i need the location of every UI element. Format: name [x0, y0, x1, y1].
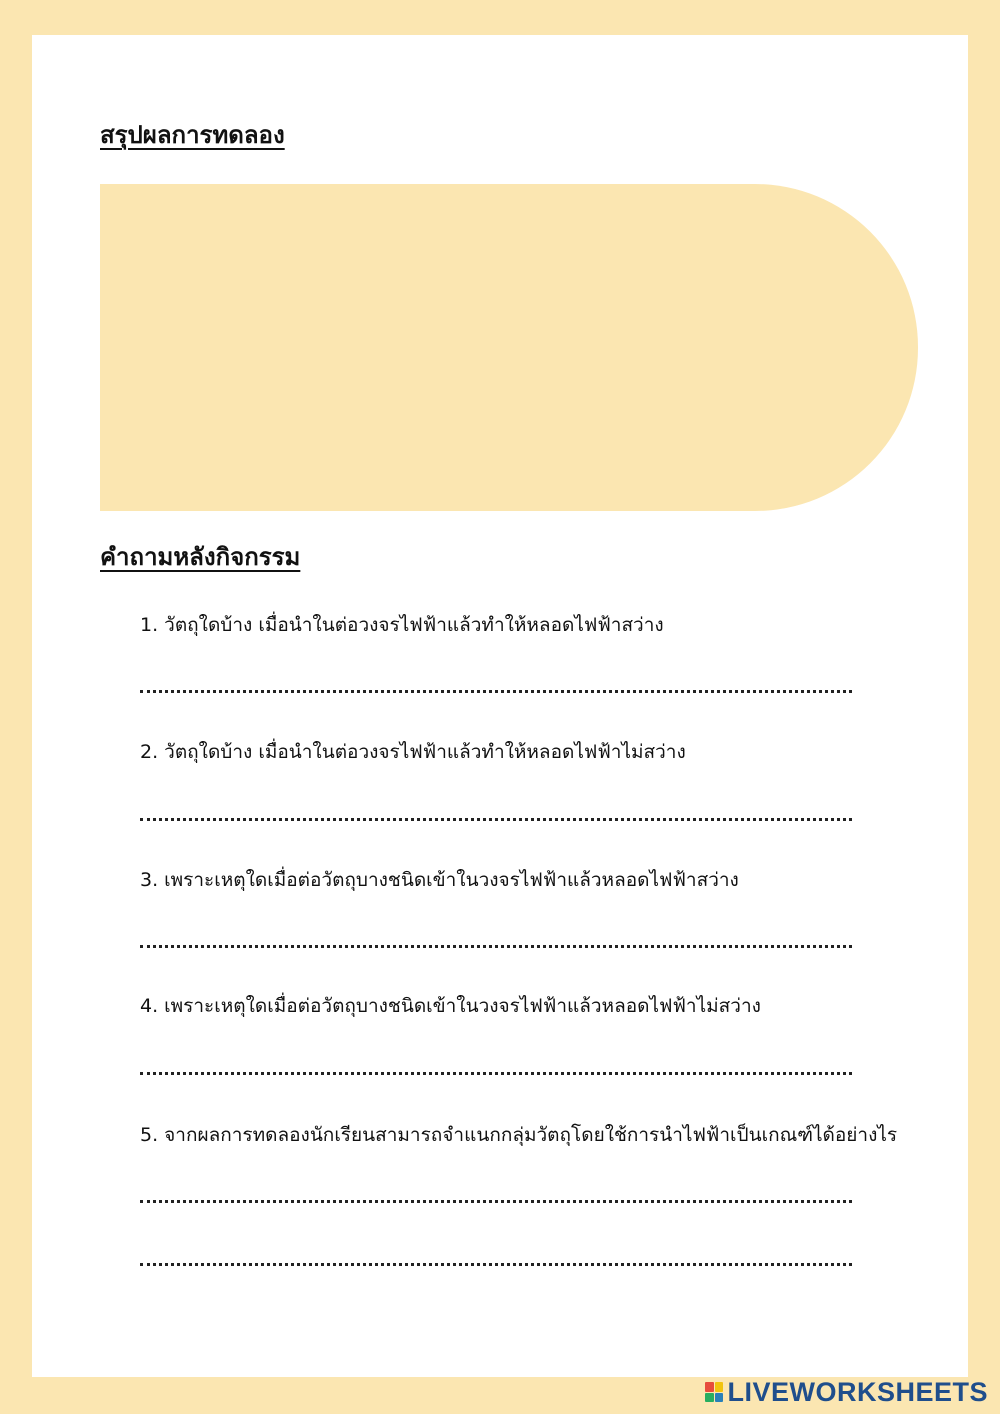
summary-heading: สรุปผลการทดลอง — [100, 121, 285, 149]
questions-heading: คำถามหลังกิจกรรม — [100, 543, 301, 571]
answer-field-3[interactable] — [140, 945, 852, 948]
answer-field-5b[interactable] — [140, 1263, 852, 1266]
answer-field-4[interactable] — [140, 1072, 852, 1075]
liveworksheets-watermark — [705, 1378, 988, 1406]
worksheet-page — [32, 35, 968, 1377]
question-2: 2. วัตถุใดบ้าง เมื่อนำในต่อวงจรไฟฟ้าแล้วทำให้หลอดไฟฟ้าไม่สว่าง — [140, 741, 686, 763]
answer-field-2[interactable] — [140, 818, 852, 821]
question-3: 3. เพราะเหตุใดเมื่อต่อวัตถุบางชนิดเข้าในวงจรไฟฟ้าแล้วหลอดไฟฟ้าสว่าง — [140, 869, 739, 891]
answer-field-5a[interactable] — [140, 1200, 852, 1203]
watermark-text: LIVEWORKSHEETS — [727, 1376, 988, 1407]
answer-field-1[interactable] — [140, 690, 852, 693]
question-1: 1. วัตถุใดบ้าง เมื่อนำในต่อวงจรไฟฟ้าแล้วทำให้หลอดไฟฟ้าสว่าง — [140, 614, 664, 636]
summary-answer-box[interactable] — [100, 184, 918, 511]
question-5: 5. จากผลการทดลองนักเรียนสามารถจำแนกกลุ่มวัตถุโดยใช้การนำไฟฟ้าเป็นเกณฑ์ได้อย่างไร — [140, 1124, 898, 1146]
question-4: 4. เพราะเหตุใดเมื่อต่อวัตถุบางชนิดเข้าในวงจรไฟฟ้าแล้วหลอดไฟฟ้าไม่สว่าง — [140, 995, 761, 1017]
liveworksheets-logo-icon — [705, 1382, 723, 1402]
